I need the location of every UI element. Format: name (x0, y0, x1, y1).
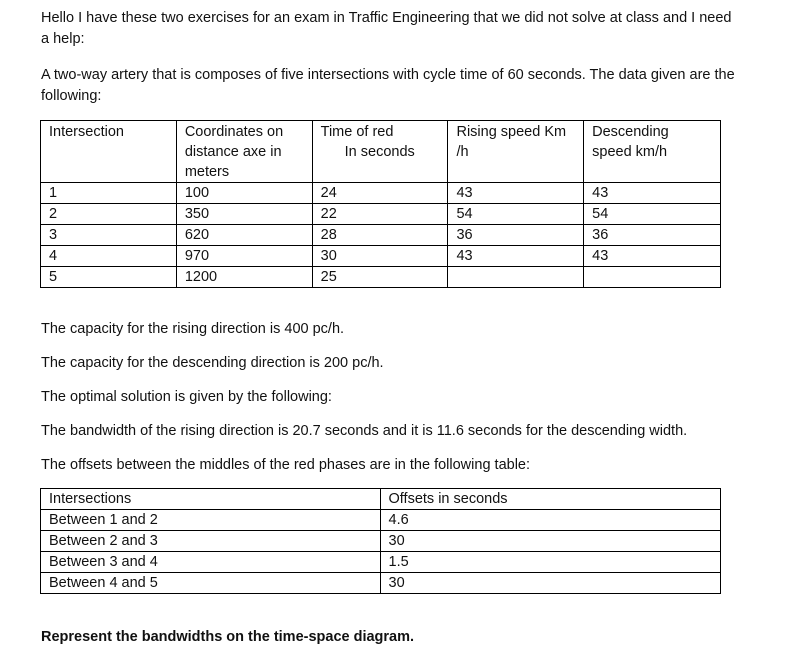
offset-value: 30 (380, 573, 720, 594)
intersection-pair: Between 2 and 3 (41, 531, 381, 552)
intersection-pair: Between 1 and 2 (41, 510, 381, 531)
header-offsets: Offsets in seconds (380, 489, 720, 510)
intersection-id: 4 (41, 246, 177, 267)
table-row (41, 204, 721, 225)
intersection-pair: Between 3 and 4 (41, 552, 381, 573)
header-red-time (312, 121, 448, 183)
table-row (41, 267, 721, 288)
header-red-time-line1: Time of red (320, 124, 394, 140)
rising-speed (448, 267, 584, 288)
offset-value: 4.6 (380, 510, 720, 531)
rising-speed: 43 (448, 246, 584, 267)
intersection-pair: Between 4 and 5 (41, 573, 381, 594)
offset-value: 30 (380, 531, 720, 552)
coordinate: 620 (176, 225, 312, 246)
header-intersections: Intersections (41, 489, 381, 510)
descending-speed: 36 (584, 225, 721, 246)
red-time: 30 (312, 246, 448, 267)
capacity-rising-text: The capacity for the rising direction is 400 pc/h. (41, 321, 345, 337)
header-descending-speed: Descending speed km/h (584, 121, 721, 183)
offsets-table (40, 488, 721, 594)
intersection-id: 1 (41, 183, 177, 204)
descending-speed: 43 (584, 246, 721, 267)
coordinate: 350 (176, 204, 312, 225)
coordinate: 970 (176, 246, 312, 267)
offset-value: 1.5 (380, 552, 720, 573)
table-row (41, 573, 721, 594)
descending-speed: 43 (584, 183, 721, 204)
intersection-data-table (40, 120, 721, 288)
header-red-time-line2: In seconds (344, 144, 415, 160)
header-intersection: Intersection (41, 121, 177, 183)
problem-statement: A two-way artery that is composes of five intersections with cycle time of 60 seconds. The data given are the following: (41, 67, 735, 104)
table-header-row (41, 121, 721, 183)
table-row (41, 246, 721, 267)
intersection-id: 5 (41, 267, 177, 288)
coordinate: 100 (176, 183, 312, 204)
task-instruction: Represent the bandwidths on the time-space diagram. (41, 629, 415, 645)
red-time: 22 (312, 204, 448, 225)
rising-speed: 43 (448, 183, 584, 204)
bandwidth-text: The bandwidth of the rising direction is 20.7 seconds and it is 11.6 seconds for the descending width. (41, 423, 688, 439)
intro-paragraph: Hello I have these two exercises for an exam in Traffic Engineering that we did not solve at class and I need a help: (41, 10, 732, 47)
intersection-id: 2 (41, 204, 177, 225)
red-time: 24 (312, 183, 448, 204)
optimal-solution-text: The optimal solution is given by the following: (41, 389, 332, 405)
offsets-intro-text: The offsets between the middles of the red phases are in the following table: (41, 457, 531, 473)
capacity-descending-text: The capacity for the descending direction is 200 pc/h. (41, 355, 384, 371)
table-row (41, 510, 721, 531)
descending-speed: 54 (584, 204, 721, 225)
coordinate: 1200 (176, 267, 312, 288)
table-row (41, 183, 721, 204)
rising-speed: 36 (448, 225, 584, 246)
table-header-row (41, 489, 721, 510)
rising-speed: 54 (448, 204, 584, 225)
red-time: 25 (312, 267, 448, 288)
table-row (41, 552, 721, 573)
table-row (41, 225, 721, 246)
red-time: 28 (312, 225, 448, 246)
intersection-id: 3 (41, 225, 177, 246)
header-coordinates: Coordinates on distance axe in meters (176, 121, 312, 183)
header-rising-speed: Rising speed Km /h (448, 121, 584, 183)
descending-speed (584, 267, 721, 288)
table-row (41, 531, 721, 552)
